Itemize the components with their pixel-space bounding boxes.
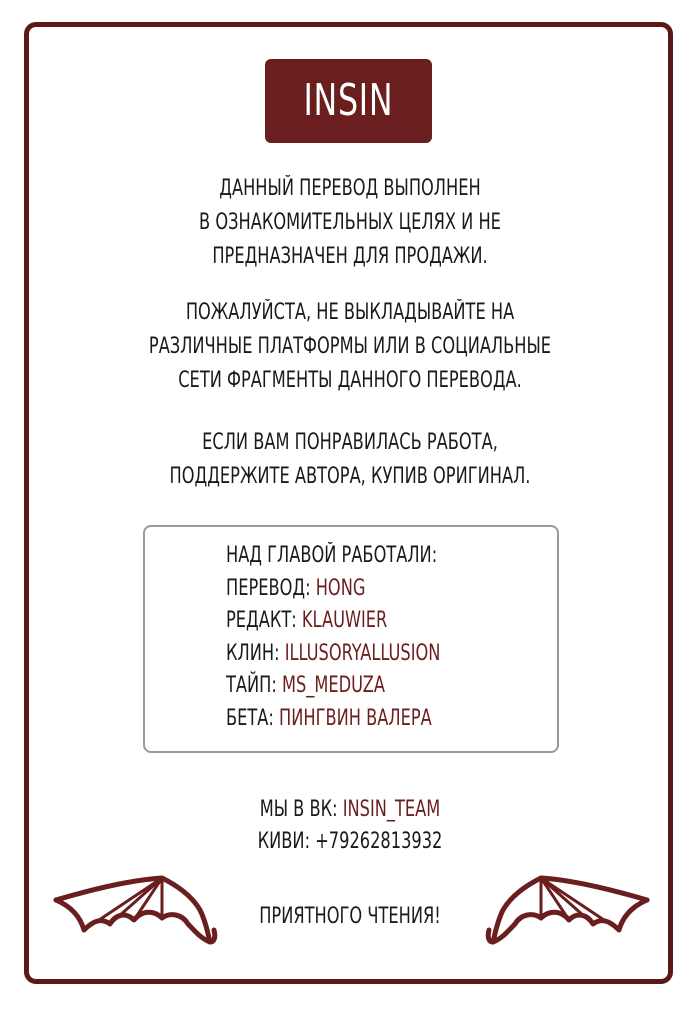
credit-label: РЕДАКТ: <box>226 608 297 633</box>
notice-line: В ОЗНАКОМИТЕЛЬНЫХ ЦЕЛЯХ И НЕ <box>199 210 501 235</box>
credits-heading: НАД ГЛАВОЙ РАБОТАЛИ: <box>226 543 438 568</box>
credit-row-typesetting <box>226 670 488 703</box>
request-line: РАЗЛИЧНЫЕ ПЛАТФОРМЫ ИЛИ В СОЦИАЛЬНЫЕ <box>148 334 552 359</box>
translation-notice <box>63 172 637 274</box>
closing-message: ПРИЯТНОГО ЧТЕНИЯ! <box>259 904 441 929</box>
credit-label: БЕТА: <box>226 705 274 731</box>
support-line: ПОДДЕРЖИТЕ АВТОРА, КУПИВ ОРИГИНАЛ. <box>169 464 531 489</box>
credit-row-editing <box>226 605 488 638</box>
notice-line: ПРЕДНАЗНАЧЕН ДЛЯ ПРОДАЖИ. <box>212 244 488 269</box>
request-line: СЕТИ ФРАГМЕНТЫ ДАННОГО ПЕРЕВОДА. <box>178 368 522 393</box>
credits-list <box>226 540 488 735</box>
credit-label: ТАЙП: <box>226 673 277 698</box>
credit-label: КЛИН: <box>226 640 280 666</box>
notice-line: ДАННЫЙ ПЕРЕВОД ВЫПОЛНЕН <box>219 176 481 201</box>
kiwi-number: +79262813932 <box>315 829 443 854</box>
vk-link[interactable]: INSIN_TEAM <box>342 797 441 822</box>
request-line: ПОЖАЛУЙСТА, НЕ ВЫКЛАДЫВАЙТЕ НА <box>185 300 515 325</box>
credit-value: KLAUWIER <box>301 608 388 633</box>
kiwi-label: КИВИ: <box>257 829 311 854</box>
team-logo <box>265 59 432 143</box>
credit-value: MS_MEDUZA <box>281 673 385 698</box>
credit-value: HONG <box>315 575 366 601</box>
contacts <box>63 794 637 858</box>
credit-value: ILLUSORYALLUSION <box>284 640 441 666</box>
support-author-message <box>63 426 637 494</box>
credit-row-cleaning <box>226 638 488 671</box>
kiwi-contact <box>63 826 637 858</box>
support-line: ЕСЛИ ВАМ ПОНРАВИЛАСЬ РАБОТА, <box>202 430 498 455</box>
credit-row-translation <box>226 573 488 606</box>
credit-row-beta <box>226 703 488 736</box>
vk-contact <box>63 794 637 826</box>
no-repost-request <box>63 296 637 398</box>
vk-label: МЫ В ВК: <box>259 797 338 822</box>
credit-value: ПИНГВИН ВАЛЕРА <box>279 705 432 731</box>
bat-wing-icon <box>483 872 653 948</box>
team-logo-text: INSIN <box>303 75 394 126</box>
credit-label: ПЕРЕВОД: <box>226 575 311 601</box>
